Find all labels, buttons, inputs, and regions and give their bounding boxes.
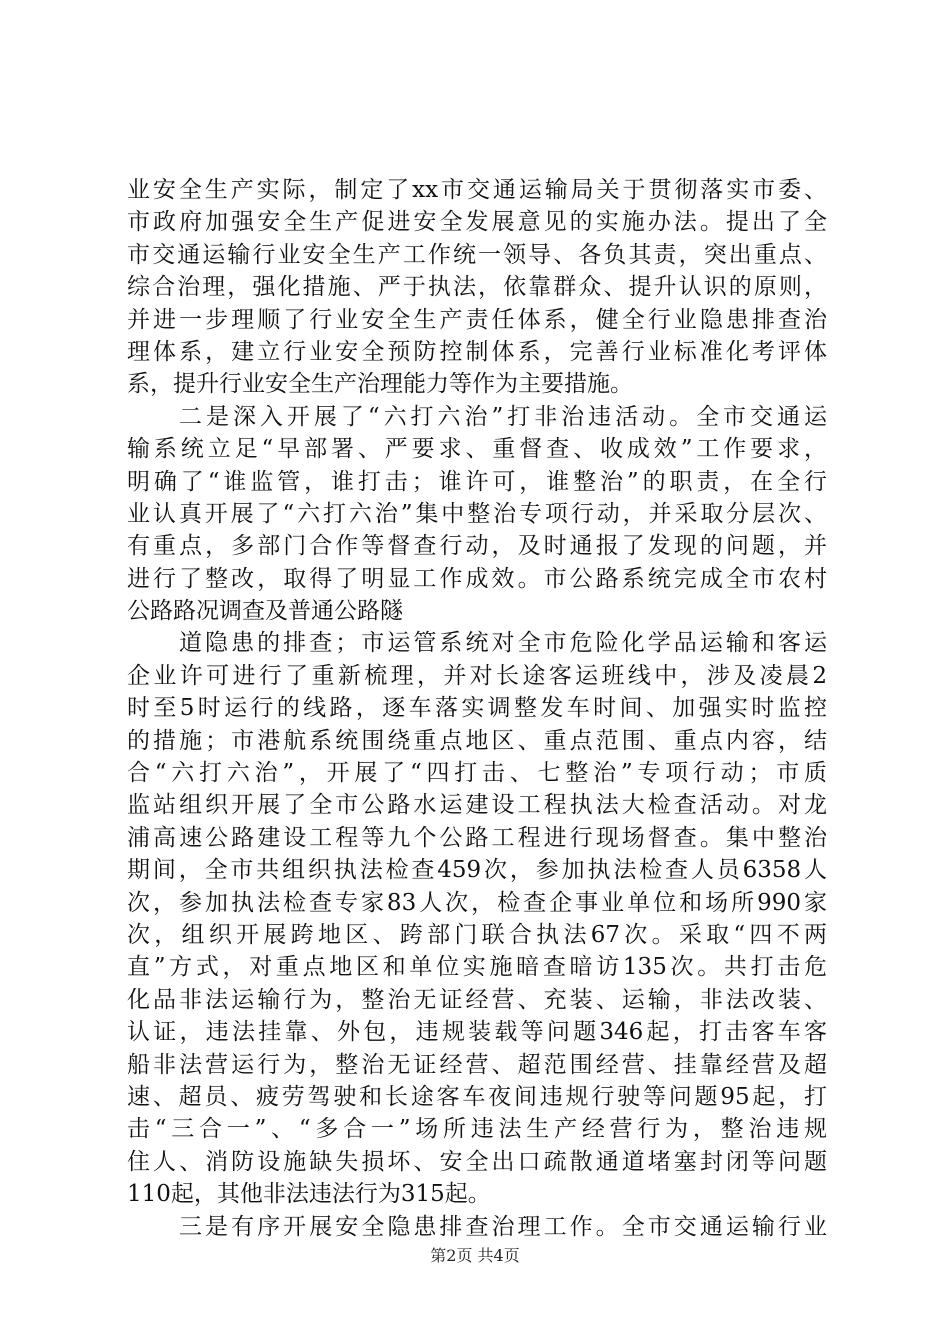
text-line: 的措施；市港航系统围绕重点地区、重点范围、重点内容，结 bbox=[127, 727, 827, 754]
text-line: 进行了整改，取得了明显工作成效。市公路系统完成全市农村 bbox=[127, 565, 827, 592]
text-line: 道隐患的排查；市运管系统对全市危险化学品运输和客运 bbox=[179, 630, 827, 657]
text-line: 三是有序开展安全隐患排查治理工作。全市交通运输行业 bbox=[179, 1213, 827, 1240]
text-line: 二是深入开展了“六打六治”打非治违活动。全市交通运 bbox=[179, 403, 827, 430]
text-line: 业安全生产实际，制定了xx市交通运输局关于贯彻落实市委、 bbox=[127, 177, 827, 203]
body-text bbox=[127, 174, 827, 1243]
text-line: 合“六打六治”，开展了“四打击、七整治”专项行动；市质 bbox=[127, 760, 827, 787]
text-line: 业认真开展了“六打六治”集中整治专项行动，并采取分层次、 bbox=[127, 500, 827, 527]
text-line: 有重点，多部门合作等督查行动，及时通报了发现的问题，并 bbox=[127, 533, 827, 560]
text-line: 击“三合一”、“多合一”场所违法生产经营行为，整治违规 bbox=[127, 1116, 827, 1143]
text-line: 时至5时运行的线路，逐车落实调整发车时间、加强实时监控 bbox=[127, 695, 827, 722]
text-line: 综合治理，强化措施、严于执法，依靠群众、提升认识的原则， bbox=[127, 274, 827, 301]
text-line: 期间，全市共组织执法检查459次，参加执法检查人员6358人 bbox=[127, 857, 827, 884]
text-line: 市政府加强安全生产促进安全发展意见的实施办法。提出了全 bbox=[127, 209, 827, 236]
text-line: 理体系，建立行业安全预防控制体系，完善行业标准化考评体 bbox=[127, 338, 827, 365]
text-line: 系，提升行业安全生产治理能力等作为主要措施。 bbox=[127, 371, 633, 398]
text-line: 化品非法运输行为，整治无证经营、充装、运输，非法改装、 bbox=[127, 986, 827, 1013]
text-line: 直”方式，对重点地区和单位实施暗查暗访135次。共打击危 bbox=[127, 954, 827, 981]
text-line: 住人、消防设施缺失损坏、安全出口疏散通道堵塞封闭等问题 bbox=[127, 1148, 827, 1175]
text-line: 110起，其他非法违法行为315起。 bbox=[127, 1181, 491, 1208]
text-line: 并进一步理顺了行业安全生产责任体系，健全行业隐患排查治 bbox=[127, 306, 827, 333]
page-footer bbox=[0, 1246, 950, 1266]
text-line: 公路路况调查及普通公路隧 bbox=[127, 598, 403, 625]
text-line: 企业许可进行了重新梳理，并对长途客运班线中，涉及凌晨2 bbox=[127, 662, 827, 689]
text-line: 次，参加执法检查专家83人次，检查企事业单位和场所990家 bbox=[127, 889, 827, 916]
text-line: 市交通运输行业安全生产工作统一领导、各负其责，突出重点、 bbox=[127, 241, 827, 268]
text-line: 监站组织开展了全市公路水运建设工程执法大检查活动。对龙 bbox=[127, 792, 827, 819]
text-line: 速、超员、疲劳驾驶和长途客车夜间违规行驶等问题95起，打 bbox=[127, 1083, 827, 1110]
text-line: 输系统立足“早部署、严要求、重督查、收成效”工作要求， bbox=[127, 436, 827, 463]
text-line: 浦高速公路建设工程等九个公路工程进行现场督查。集中整治 bbox=[127, 824, 827, 851]
text-line: 船非法营运行为，整治无证经营、超范围经营、挂靠经营及超 bbox=[127, 1051, 827, 1078]
text-line: 认证，违法挂靠、外包，违规装载等问题346起，打击客车客 bbox=[127, 1019, 827, 1046]
page-number-label: 第2页 共4页 bbox=[430, 1246, 520, 1265]
text-line: 明确了“谁监管，谁打击；谁许可，谁整治”的职责，在全行 bbox=[127, 468, 827, 495]
text-line: 次，组织开展跨地区、跨部门联合执法67次。采取“四不两 bbox=[127, 921, 827, 948]
